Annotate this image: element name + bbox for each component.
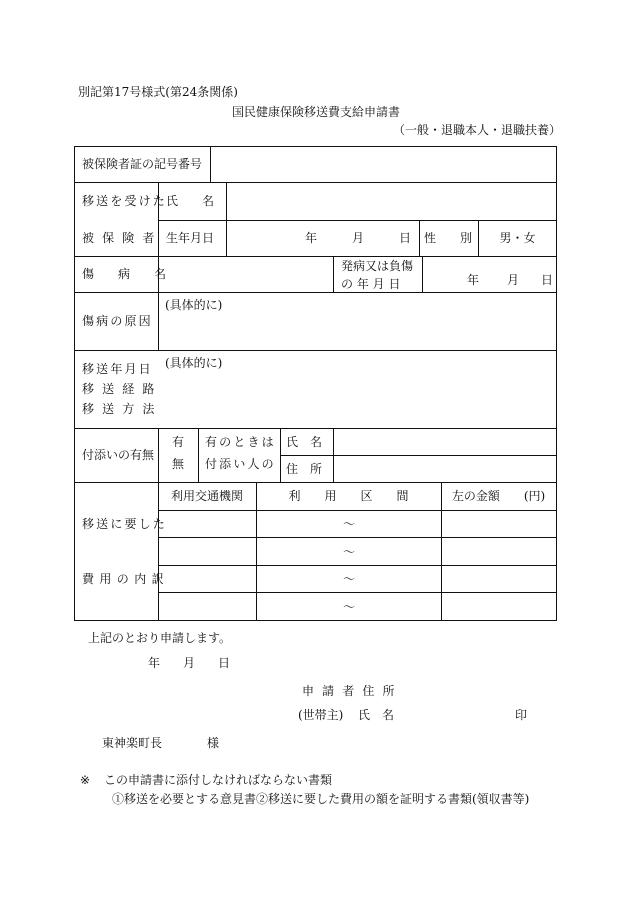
disease-name-field[interactable] [159, 257, 333, 292]
note-mark: ※ [80, 773, 91, 787]
transport-label [82, 363, 157, 415]
cost-amount-field[interactable] [442, 566, 556, 592]
cost-section-field[interactable]: 〜 [342, 572, 355, 586]
note-title: この申請書に添付しなければならない書類 [104, 773, 333, 787]
cause-field[interactable] [159, 293, 556, 350]
insured-card-label: 被保険者証の記号番号 [82, 157, 203, 171]
patient-label-line1: 移送を受けた [82, 194, 167, 208]
transport-field[interactable] [159, 351, 556, 428]
disease-label: 傷 病 名 [82, 267, 167, 281]
addressee-suffix: 様 [207, 736, 220, 750]
cost-transport-field[interactable] [159, 566, 256, 592]
onset-label-line2: の 年 月 日 [341, 277, 401, 291]
cost-header-amount: 左の金額 (円) [451, 489, 546, 503]
name-label: 氏 名 [166, 194, 215, 208]
cause-specific-note: (具体的に) [165, 298, 223, 312]
birthdate-label: 生年月日 [166, 231, 215, 245]
applicant-name-label: 氏 名 [358, 708, 395, 722]
birth-month-unit: 月 [352, 231, 365, 245]
application-year-unit: 年 [148, 656, 161, 670]
addressee: 東神楽町長 [102, 736, 163, 750]
household-head-label: (世帯主) [298, 708, 344, 722]
cause-label: 傷病の原因 [82, 314, 153, 328]
attendant-yes[interactable]: 有 [172, 435, 185, 449]
patient-name-field[interactable] [227, 183, 556, 220]
onset-date-field[interactable] [423, 257, 556, 292]
attendant-when-line1: 有のときは [205, 435, 276, 449]
cost-amount-field[interactable] [442, 538, 556, 565]
onset-day-unit: 日 [541, 273, 554, 287]
onset-year-unit: 年 [467, 273, 480, 287]
onset-date-label [341, 260, 413, 290]
patient-label-line2: 被 保 険 者 [82, 231, 157, 245]
cost-header-section: 利 用 区 間 [288, 489, 409, 503]
cost-header-transport: 利用交通機関 [170, 489, 243, 503]
attendant-address-label: 住 所 [286, 461, 323, 476]
attendant-when-line2: 付添い人の [205, 457, 276, 471]
attendant-label: 付添いの有無 [82, 448, 155, 462]
birth-year-unit: 年 [305, 231, 318, 245]
application-month-unit: 月 [183, 656, 196, 670]
attendant-name-field[interactable] [334, 429, 556, 455]
applicant-address-label: 申 請 者 住 所 [302, 684, 397, 698]
cost-transport-field[interactable] [159, 538, 256, 565]
birth-day-unit: 日 [399, 231, 412, 245]
onset-month-unit: 月 [507, 273, 520, 287]
transport-label-line1: 移送年月日 [82, 362, 153, 376]
attendant-no[interactable]: 無 [172, 457, 185, 471]
cost-section-field[interactable]: 〜 [342, 517, 355, 531]
cost-label-line2: 費用の内訳 [82, 571, 170, 586]
onset-label-line1: 発病又は負傷 [341, 259, 414, 273]
sex-choice[interactable]: 男・女 [499, 231, 536, 245]
transport-label-line2: 移 送 経 路 [82, 382, 157, 396]
seal-mark: 印 [515, 708, 528, 722]
sex-label: 性 別 [424, 231, 473, 245]
cost-label-line1: 移送に要した [82, 516, 167, 531]
attendant-name-label: 氏 名 [286, 434, 323, 449]
form-number: 別記第17号様式(第24条関係) [78, 85, 238, 99]
cost-section-field[interactable]: 〜 [342, 544, 355, 559]
attendant-address-field[interactable] [334, 456, 556, 482]
form-subtitle: （一般・退職本人・退職扶養） [393, 123, 562, 137]
note-items: ①移送を必要とする意見書②移送に要した費用の額を証明する書類(領収書等) [112, 792, 530, 806]
insured-card-number-field[interactable] [211, 147, 556, 182]
attendant-choice[interactable] [172, 436, 184, 470]
form-title: 国民健康保険移送費支給申請書 [232, 105, 401, 119]
transport-specific-note: (具体的に) [165, 356, 223, 370]
cost-transport-field[interactable] [159, 593, 256, 620]
attendant-when-label [205, 436, 276, 470]
birthdate-field[interactable] [227, 221, 419, 256]
cost-amount-field[interactable] [442, 593, 556, 620]
application-statement: 上記のとおり申請します。 [88, 631, 232, 645]
cost-transport-field[interactable] [159, 511, 256, 537]
cost-amount-field[interactable] [442, 511, 556, 537]
cost-section-field[interactable]: 〜 [342, 599, 355, 614]
application-day-unit: 日 [218, 656, 231, 670]
transport-label-line3: 移 送 方 法 [82, 402, 157, 416]
